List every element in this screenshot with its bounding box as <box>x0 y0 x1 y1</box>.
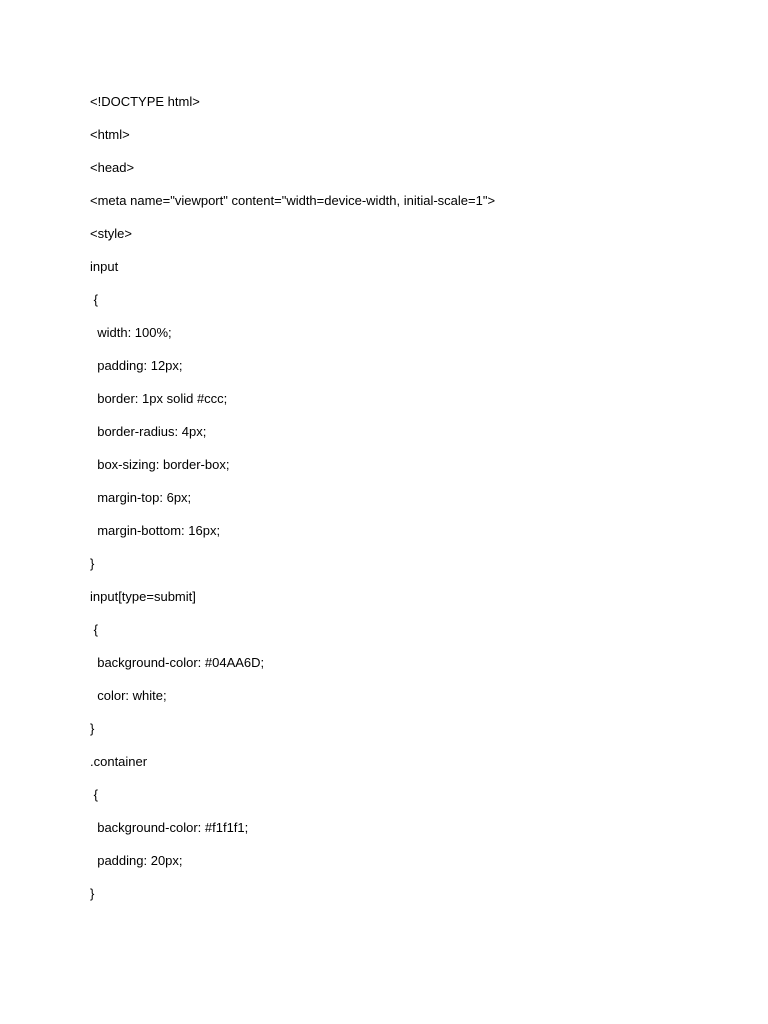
text-line: background-color: #f1f1f1; <box>90 820 249 835</box>
text-line: } <box>90 886 95 901</box>
text-line: input[type=submit] <box>90 589 196 604</box>
text-line: { <box>90 622 98 637</box>
text-line: .container <box>90 754 148 769</box>
text-line: input <box>90 259 119 274</box>
text-line: background-color: #04AA6D; <box>90 655 265 670</box>
text-line: <head> <box>90 160 135 175</box>
text-line: padding: 20px; <box>90 853 183 868</box>
text-line: box-sizing: border-box; <box>90 457 230 472</box>
text-line: <meta name="viewport" content="width=device-width, initial-scale=1"> <box>90 193 496 208</box>
text-line: padding: 12px; <box>90 358 183 373</box>
text-line: } <box>90 556 95 571</box>
text-line: color: white; <box>90 688 167 703</box>
text-line: { <box>90 787 98 802</box>
text-line: <html> <box>90 127 130 142</box>
text-line: <style> <box>90 226 132 241</box>
text-line: border: 1px solid #ccc; <box>90 391 228 406</box>
text-line: width: 100%; <box>90 325 172 340</box>
text-line: } <box>90 721 95 736</box>
text-line: margin-bottom: 16px; <box>90 523 221 538</box>
document-body <box>90 92 710 917</box>
text-line: border-radius: 4px; <box>90 424 207 439</box>
text-line: margin-top: 6px; <box>90 490 192 505</box>
text-line: <!DOCTYPE html> <box>90 94 200 109</box>
text-line: { <box>90 292 98 307</box>
